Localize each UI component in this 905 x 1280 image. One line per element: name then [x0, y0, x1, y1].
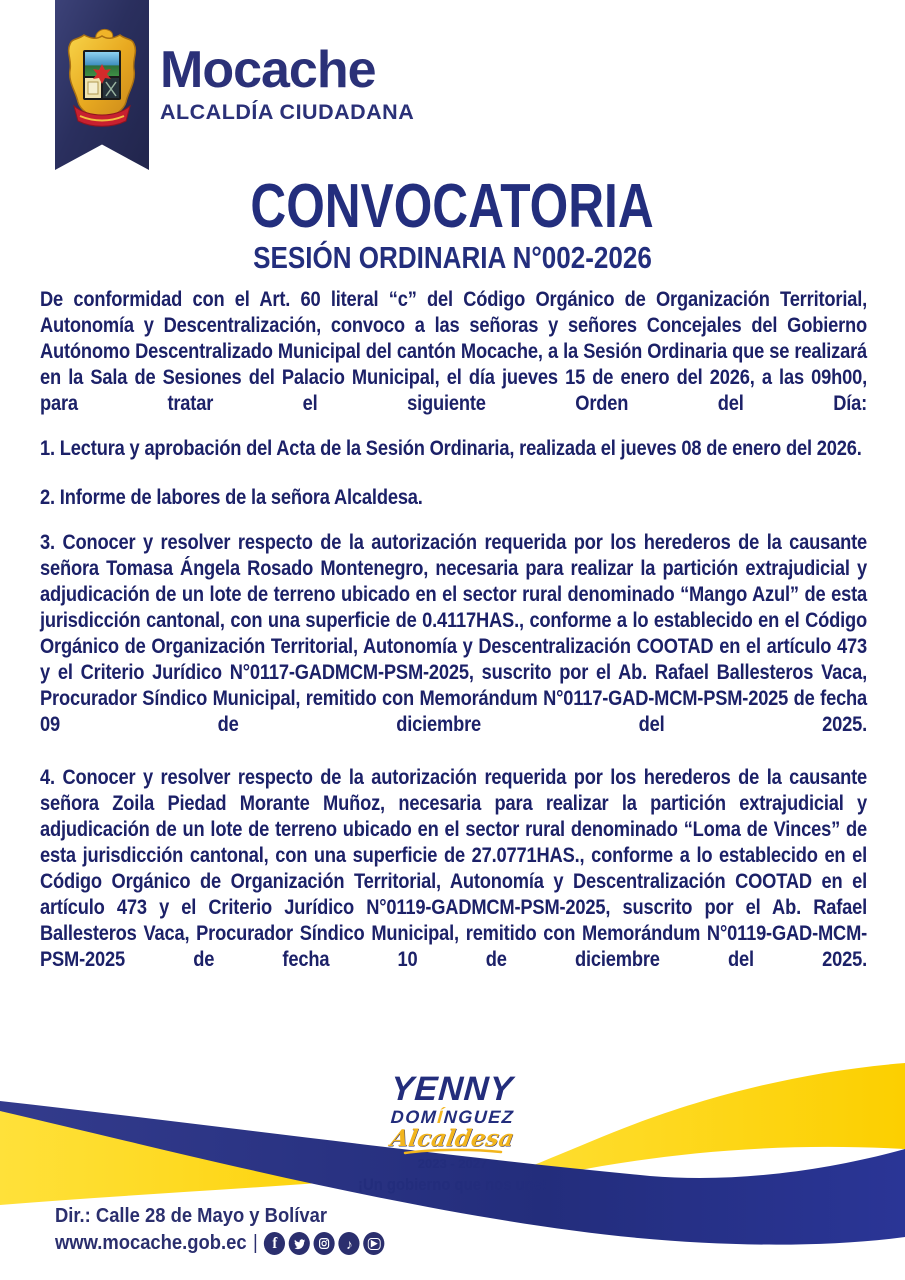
header-brand — [160, 41, 415, 125]
document-title: CONVOCATORIA — [250, 172, 655, 241]
agenda-item-1: 1. Lectura y aprobación del Acta de la Sesión Ordinaria, realizada el jueves 08 de enero del 2026. — [40, 436, 862, 460]
youtube-icon: ▶ — [364, 1232, 385, 1255]
address-label: Dir.: — [55, 1205, 91, 1227]
instagram-icon — [314, 1232, 335, 1255]
footer-contact — [55, 1203, 385, 1257]
social-icons-row — [264, 1232, 385, 1255]
accent-letter: Í — [436, 1107, 445, 1127]
twitter-icon — [289, 1232, 310, 1255]
term-period: 2023 - 2027 — [417, 1156, 488, 1171]
website-line — [55, 1230, 385, 1257]
brand-tagline: ALCALDÍA CIUDADANA — [160, 100, 415, 124]
address-line — [55, 1203, 385, 1230]
document-subtitle: SESIÓN ORDINARIA N°002-2026 — [253, 240, 652, 275]
mayor-signature-logo — [0, 1072, 905, 1194]
mayor-last-name: DOMÍNGUEZ — [390, 1107, 515, 1127]
facebook-icon: f — [264, 1232, 285, 1255]
document-body — [40, 286, 867, 972]
mayor-first-name: YENNY — [390, 1070, 515, 1108]
agenda-item-4: 4. Conocer y resolver respecto de la autorización requerida por los herederos de la causante señora Zoila Piedad Morante Muñoz, necesaria para realizar la partición extrajudicial y adjudicación de un lote de terreno ubicado en el sector rural denominado “Loma de Vinces” de esta jurisdicción cantonal, con una superficie de 27.0771HAS., conforme a lo establecido en el Código Orgánico de Organización Territorial, Autonomía y Descentralización COOTAD en el artículo 473 y el Criterio Jurídico N°0119-GADMCM-PSM-2025, suscrito por el Ab. Rafael Ballesteros Vaca, Procurador Síndico Municipal, remitido con Memorándum N°0119-GAD-MCM-PSM-2025 de fecha 10 de diciembre del 2025. — [40, 765, 868, 971]
government-slogan: ¡Un gobierno que nos une! — [358, 1176, 547, 1194]
tiktok-icon: ♪ — [339, 1232, 360, 1255]
website-url: www.mocache.gob.ec — [55, 1232, 247, 1254]
mayor-role-script: Alcaldesa — [388, 1125, 517, 1152]
title-block — [0, 172, 905, 276]
mocache-coat-of-arms — [62, 26, 142, 144]
agenda-item-2: 2. Informe de labores de la señora Alcaldesa. — [40, 485, 423, 509]
address-value: Calle 28 de Mayo y Bolívar — [95, 1205, 328, 1227]
intro-paragraph: De conformidad con el Art. 60 literal “c” del Código Orgánico de Organización Territorial, Autonomía y Descentralización, convoco a las señoras y señores Concejales del Gobierno Autónomo Descentralizado Municipal del cantón Mocache, a la Sesión Ordinaria que se realizará en la Sala de Sesiones del Palacio Municipal, el día jueves 15 de enero del 2026, a las 09h00, para tratar el siguiente Orden del Día: — [40, 287, 868, 415]
header-ribbon-banner — [55, 0, 149, 170]
agenda-item-3: 3. Conocer y resolver respecto de la autorización requerida por los herederos de la causante señora Tomasa Ángela Rosado Montenegro, necesaria para realizar la partición extrajudicial y adjudicación de un lote de terreno ubicado en el sector rural denominado “Mango Azul” de esta jurisdicción cantonal, con una superficie de 0.4117HAS., conforme a lo establecido en el Código Orgánico de Organización Territorial, Autonomía y Descentralización COOTAD en el artículo 473 y el Criterio Jurídico N°0117-GADMCM-PSM-2025, suscrito por el Ab. Rafael Ballesteros Vaca, Procurador Síndico Municipal, remitido con Memorándum N°0117-GAD-MCM-PSM-2025 de fecha 09 de diciembre del 2025. — [40, 530, 868, 736]
separator: | — [252, 1232, 258, 1254]
brand-name: Mocache — [160, 41, 376, 99]
